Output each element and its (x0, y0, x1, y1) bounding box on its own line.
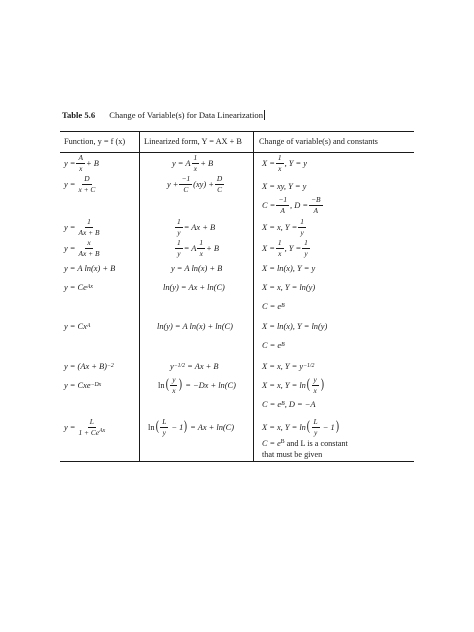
table-caption (62, 110, 422, 120)
row1-linearized: y = A $\frac{1}{x}$ + B (172, 153, 214, 173)
row1-change: X = $\frac{1}{x}$ , Y = y (262, 153, 307, 173)
header-function: Function, y = f (x) (64, 137, 126, 146)
row3-change: X = x, Y = $\frac{1}{y}$ (262, 217, 304, 237)
row9-change-constants: C = e B , D = −A (262, 399, 316, 409)
row3-function: y = $\frac{1}{Ax + B}$ (64, 217, 100, 237)
row10-linearized: ln ( $\frac{L}{y}$ − 1 ) = Ax + ln(C) (148, 417, 235, 437)
row6-linearized: ln(y) = Ax + ln(C) (163, 282, 225, 292)
row1-function: y = $\frac{A}{x}$ + B (64, 153, 99, 173)
row4-linearized: $\frac{1}{y}$ = A $\frac{1}{x}$ + B (177, 238, 219, 258)
row2-linearized: y + $\frac{-1}{C}$ (xy) + $\frac{D}{C}$ (167, 174, 223, 194)
table-top-rule (60, 131, 414, 132)
row10-function: y = $\frac{L}{1 + Ce^{Ax}}$ (64, 417, 106, 437)
text-cursor (264, 110, 265, 120)
row8-change: X = x, Y = y −1/2 (262, 361, 315, 371)
column-divider-1 (139, 131, 140, 461)
header-change: Change of variable(s) and constants (259, 137, 378, 146)
row7-change: X = ln(x), Y = ln(y) (262, 321, 328, 331)
table-bottom-rule (60, 461, 414, 462)
header-linearized: Linearized form, Y = AX + B (144, 137, 242, 146)
table-header-rule (60, 152, 414, 153)
row8-function: y = (Ax + B) −2 (64, 361, 114, 371)
row8-linearized: y −1/2 = Ax + B (170, 361, 219, 371)
row6-change-constant: C = e B (262, 301, 285, 311)
row4-function: y = $\frac{x}{Ax + B}$ (64, 238, 100, 258)
column-divider-2 (253, 131, 254, 461)
row9-function: y = Cxe −Dx (64, 380, 102, 390)
row6-change: X = x, Y = ln(y) (262, 282, 316, 292)
row7-change-constant: C = e B (262, 340, 285, 350)
row4-change: X = $\frac{1}{x}$ , Y = $\frac{1}{y}$ (262, 238, 308, 258)
table-number: Table 5.6 (62, 110, 96, 120)
row5-function: y = A ln(x) + B (64, 263, 116, 273)
row6-function: y = Ce Ax (64, 282, 93, 292)
row5-linearized: y = A ln(x) + B (171, 263, 223, 273)
table-title: Change of Variable(s) for Data Linearization (109, 110, 264, 120)
row10-change-note: $C = e^B$ and L is a constant that must be given (262, 439, 348, 459)
row7-linearized: ln(y) = A ln(x) + ln(C) (157, 321, 233, 331)
row7-function: y = Cx A (64, 321, 91, 331)
row2-function: y = $\frac{D}{x + C}$ (64, 174, 96, 194)
row9-change: X = x, Y = ln ( $\frac{y}{x}$ ) (262, 375, 324, 395)
row5-change: X = ln(x), Y = y (262, 263, 316, 273)
row9-linearized: ln ( $\frac{y}{x}$ ) = −Dx + ln(C) (158, 375, 236, 395)
row3-linearized: $\frac{1}{y}$ = Ax + B (177, 217, 216, 237)
row10-change: X = x, Y = ln ( $\frac{L}{y}$ − 1 ) (262, 417, 339, 437)
row2-change: X = xy, Y = y (262, 181, 307, 191)
row2-change-constants: C = $\frac{-1}{A}$ , D = $\frac{-B}{A}$ (262, 195, 321, 215)
